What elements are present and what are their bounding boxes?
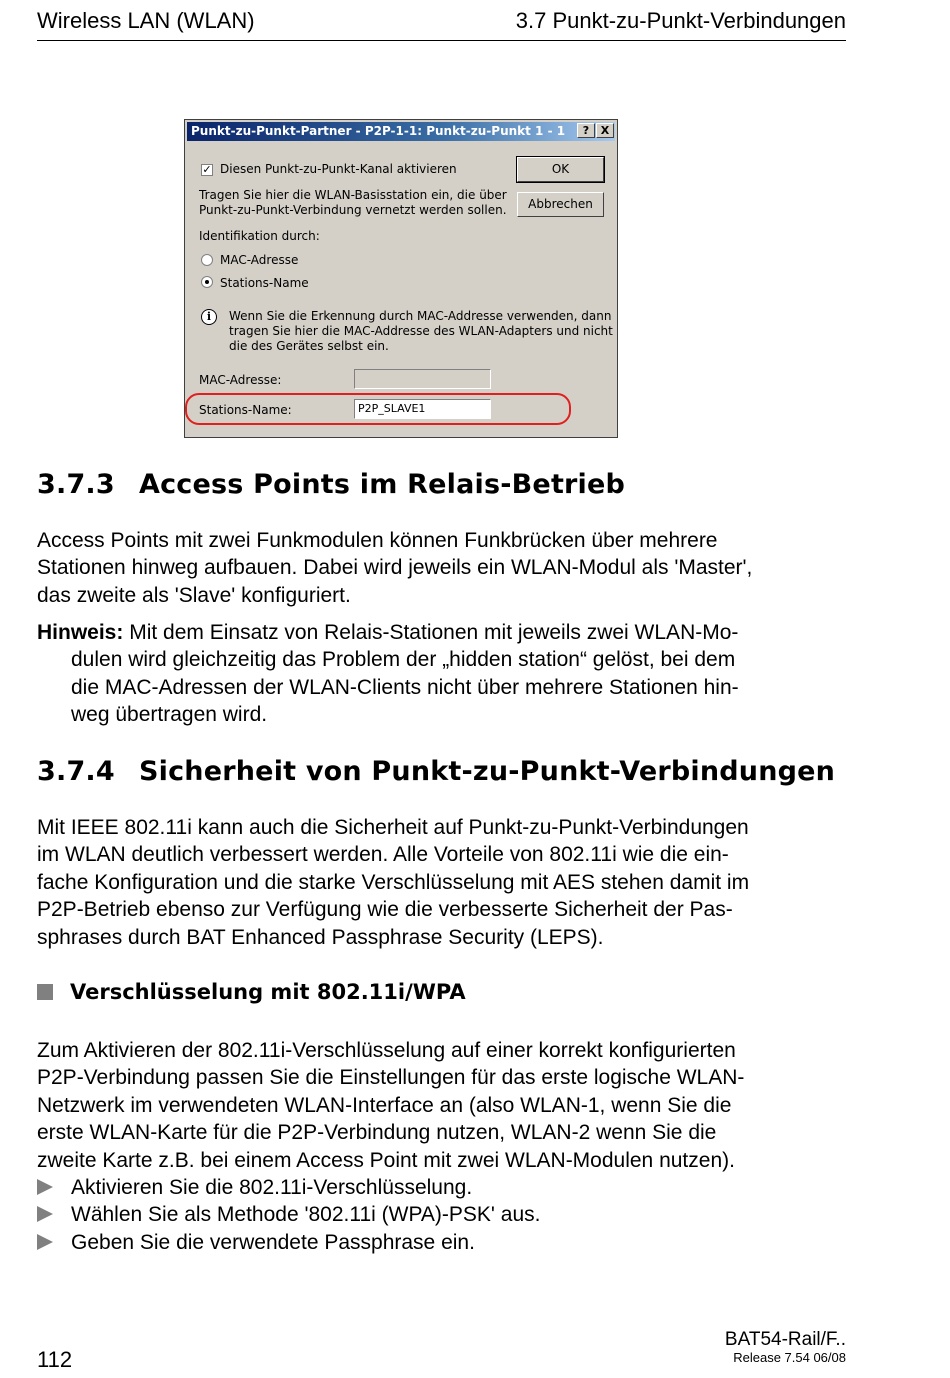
station-name-highlight: [185, 393, 571, 425]
section-title-374: Sicherheit von Punkt-zu-Punkt-Verbindungen: [139, 756, 836, 787]
step-item: [37, 1201, 847, 1228]
radio-station-name-label: Stations-Name: [220, 276, 309, 290]
header-chapter: Wireless LAN (WLAN): [37, 8, 255, 33]
subheading-wpa-text: Verschlüsselung mit 802.11i/WPA: [70, 980, 466, 1004]
note-line: weg übertragen wird.: [71, 703, 268, 727]
radio-station-name[interactable]: [201, 276, 213, 288]
note-first-line: Mit dem Einsatz von Relais-Stationen mit jeweils zwei WLAN-Mo-: [129, 621, 739, 644]
paragraph-line: P2P-Betrieb ebenso zur Verfügung wie die verbesserte Sicherheit der Pas-: [37, 898, 733, 922]
subheading-wpa: [37, 980, 466, 1004]
section-number-374: 3.7.4: [37, 756, 115, 787]
ok-button[interactable]: OK: [517, 157, 604, 182]
running-header: [37, 8, 846, 41]
paragraph-line: das zweite als 'Slave' konfiguriert.: [37, 583, 351, 607]
paragraph-line: fache Konfiguration und die starke Verschlüsselung mit AES stehen damit im: [37, 870, 750, 894]
step-text: Geben Sie die verwendete Passphrase ein.: [71, 1230, 475, 1254]
paragraph-line: Zum Aktivieren der 802.11i-Verschlüsselung auf einer korrekt konfigurierten: [37, 1039, 736, 1062]
dialog-title: Punkt-zu-Punkt-Partner - P2P-1-1: Punkt-zu-Punkt 1 - 1: [191, 124, 566, 138]
dialog-title-bar: [187, 122, 615, 141]
section-heading-374: [37, 756, 835, 787]
activate-channel-label: Diesen Punkt-zu-Punkt-Kanal aktivieren: [220, 162, 457, 176]
cancel-button[interactable]: Abbrechen: [517, 192, 604, 217]
help-button[interactable]: ?: [577, 123, 595, 138]
paragraph-wpa: [37, 1037, 847, 1174]
section-number-373: 3.7.3: [37, 469, 115, 500]
step-list: [37, 1174, 847, 1256]
step-item: [37, 1229, 847, 1256]
footer-release: Release 7.54 06/08: [733, 1350, 846, 1365]
triangle-bullet-icon: [37, 1234, 53, 1250]
paragraph-relais: [37, 527, 847, 609]
paragraph-line: Mit IEEE 802.11i kann auch die Sicherheit auf Punkt-zu-Punkt-Verbindungen: [37, 816, 749, 839]
paragraph-line: erste WLAN-Karte für die P2P-Verbindung nutzen, WLAN-2 wenn Sie die: [37, 1121, 717, 1145]
station-name-label: Stations-Name:: [199, 403, 292, 417]
station-name-input[interactable]: P2P_SLAVE1: [354, 399, 491, 419]
note-hidden-station: [37, 619, 847, 729]
section-heading-373: [37, 469, 625, 500]
radio-mac-address-label: MAC-Adresse: [220, 253, 299, 267]
mac-address-input[interactable]: [354, 369, 491, 389]
dialog-description-line-1: Tragen Sie hier die WLAN-Basisstation ein, die über: [199, 188, 507, 202]
square-bullet-icon: [37, 984, 53, 1000]
paragraph-line: im WLAN deutlich verbessert werden. Alle Vorteile von 802.11i wie die ein-: [37, 843, 729, 867]
dialog-description-line-2: Punkt-zu-Punkt-Verbindung vernetzt werden sollen.: [199, 203, 507, 217]
footer-document: BAT54-Rail/F..: [724, 1329, 846, 1350]
note-line: die MAC-Adressen der WLAN-Clients nicht über mehrere Stationen hin-: [71, 675, 739, 699]
radio-mac-address[interactable]: [201, 254, 213, 266]
triangle-bullet-icon: [37, 1206, 53, 1222]
section-title-373: Access Points im Relais-Betrieb: [139, 469, 626, 500]
activate-channel-checkbox[interactable]: ✓: [202, 163, 212, 176]
footer-document-info: [725, 1329, 846, 1365]
note-label: Hinweis:: [37, 621, 124, 644]
paragraph-line: Access Points mit zwei Funkmodulen können Funkbrücken über mehrere: [37, 529, 718, 552]
paragraph-line: Stationen hinweg aufbauen. Dabei wird jeweils ein WLAN-Modul als 'Master',: [37, 556, 753, 580]
paragraph-line: zweite Karte z.B. bei einem Access Point mit zwei WLAN-Modulen nutzen).: [37, 1148, 735, 1172]
step-item: [37, 1174, 847, 1201]
page-number: 112: [37, 1347, 73, 1372]
info-line-1: Wenn Sie die Erkennung durch MAC-Addresse verwenden, dann: [229, 309, 612, 323]
info-icon: i: [201, 309, 217, 325]
info-line-2: tragen Sie hier die MAC-Addresse des WLAN-Adapters und nicht: [229, 324, 613, 338]
close-button[interactable]: X: [596, 123, 614, 138]
mac-address-label: MAC-Adresse:: [199, 373, 282, 387]
step-text: Wählen Sie als Methode '802.11i (WPA)-PSK' aus.: [71, 1203, 541, 1227]
paragraph-line: P2P-Verbindung passen Sie die Einstellungen für das erste logische WLAN-: [37, 1066, 745, 1090]
paragraph-line: Netzwerk im verwendeten WLAN-Interface an (also WLAN-1, wenn Sie die: [37, 1093, 732, 1117]
step-text: Aktivieren Sie die 802.11i-Verschlüsselung.: [71, 1176, 473, 1199]
paragraph-security: [37, 814, 847, 951]
paragraph-line: sphrases durch BAT Enhanced Passphrase Security (LEPS).: [37, 925, 604, 949]
note-line: dulen wird gleichzeitig das Problem der „hidden station“ gelöst, bei dem: [71, 648, 736, 672]
identification-label: Identifikation durch:: [199, 229, 320, 243]
p2p-partner-dialog: [184, 119, 618, 438]
triangle-bullet-icon: [37, 1179, 53, 1195]
info-line-3: die des Gerätes selbst ein.: [229, 339, 389, 353]
header-section: 3.7 Punkt-zu-Punkt-Verbindungen: [515, 8, 846, 33]
